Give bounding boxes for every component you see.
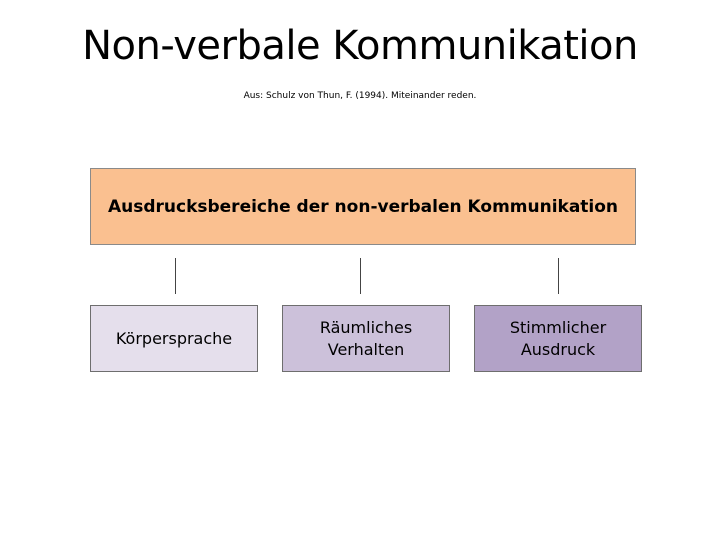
child-node-label: Räumliches Verhalten xyxy=(319,317,413,359)
child-node-label: Körpersprache xyxy=(115,328,233,348)
source-citation: Aus: Schulz von Thun, F. (1994). Miteinander reden. xyxy=(243,91,477,101)
page-title: Non-verbale Kommunikation xyxy=(82,23,638,69)
child-node-koerpersprache xyxy=(90,305,258,372)
root-node xyxy=(90,168,636,245)
root-node-label: Ausdrucksbereiche der non-verbalen Kommunikation xyxy=(107,196,619,217)
connector-line-2 xyxy=(360,258,361,294)
child-node-label: Stimmlicher Ausdruck xyxy=(509,317,607,359)
connector-line-3 xyxy=(558,258,559,294)
connector-line-1 xyxy=(175,258,176,294)
child-node-raeumliches-verhalten xyxy=(282,305,450,372)
child-node-stimmlicher-ausdruck xyxy=(474,305,642,372)
